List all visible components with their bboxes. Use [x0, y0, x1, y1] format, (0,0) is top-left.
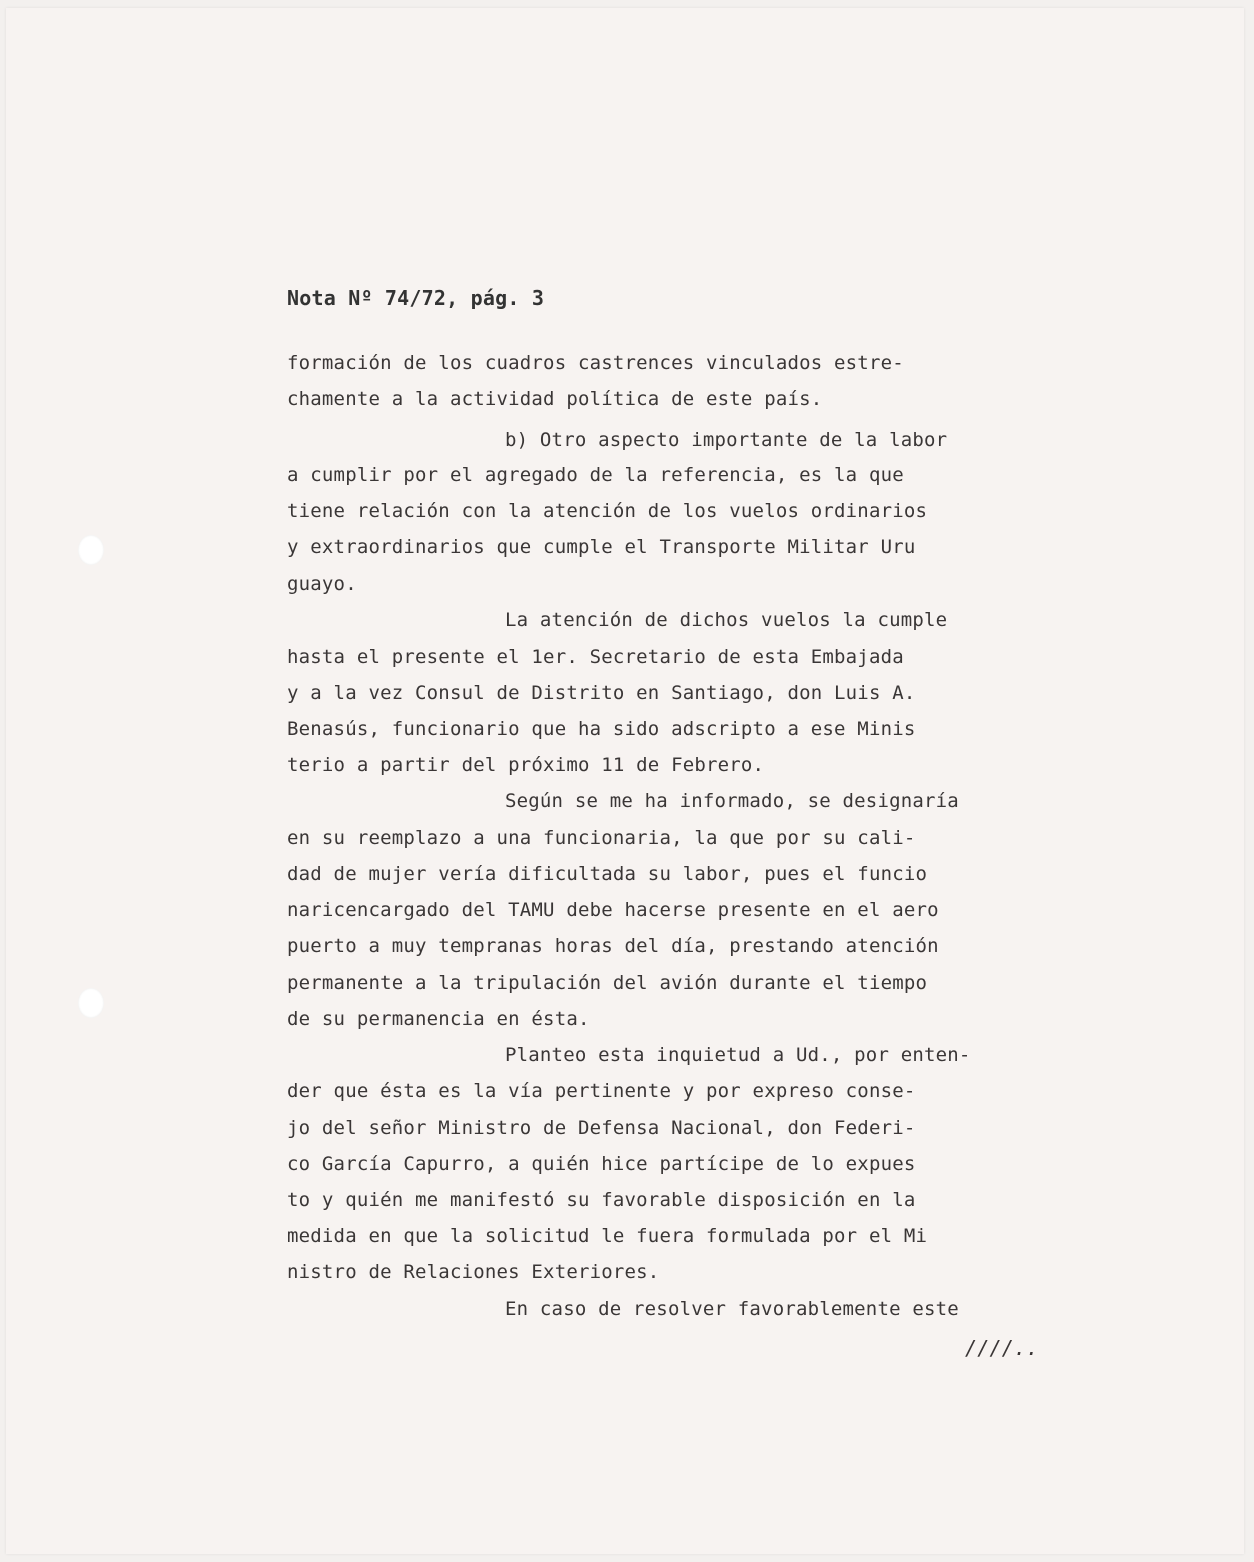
text-line: hasta el presente el 1er. Secretario de esta Embajada	[287, 646, 904, 668]
text-line: formación de los cuadros castrences vinculados estre-	[287, 352, 904, 374]
text-line: nistro de Relaciones Exteriores.	[287, 1261, 660, 1283]
text-line: y extraordinarios que cumple el Transporte Militar Uru	[287, 536, 916, 558]
text-line: La atención de dichos vuelos la cumple	[505, 609, 948, 631]
punch-hole	[78, 535, 104, 565]
text-line: medida en que la solicitud le fuera formulada por el Mi	[287, 1225, 928, 1247]
text-line: naricencargado del TAMU debe hacerse presente en el aero	[287, 899, 939, 921]
text-line: de su permanencia en ésta.	[287, 1008, 590, 1030]
text-line: Según se me ha informado, se designaría	[505, 790, 959, 812]
text-line: der que ésta es la vía pertinente y por expreso conse-	[287, 1080, 916, 1102]
text-line: Benasús, funcionario que ha sido adscripto a ese Minis	[287, 718, 916, 740]
text-line: permanente a la tripulación del avión durante el tiempo	[287, 972, 928, 994]
text-line: En caso de resolver favorablemente este	[505, 1298, 959, 1320]
text-line: a cumplir por el agregado de la referencia, es la que	[287, 464, 904, 486]
page-heading: Nota Nº 74/72, pág. 3	[287, 286, 545, 310]
text-line: puerto a muy tempranas horas del día, prestando atención	[287, 935, 939, 957]
text-line: terio a partir del próximo 11 de Febrero.	[287, 754, 765, 776]
text-line: co García Capurro, a quién hice partícipe de lo expues	[287, 1153, 916, 1175]
text-line: chamente a la actividad política de este país.	[287, 388, 823, 410]
text-line: jo del señor Ministro de Defensa Nacional, don Federi-	[287, 1117, 916, 1139]
text-line: guayo.	[287, 573, 357, 595]
text-line: dad de mujer vería dificultada su labor, pues el funcio	[287, 863, 928, 885]
document-page	[6, 8, 1244, 1554]
text-line: Planteo esta inquietud a Ud., por enten-	[505, 1044, 971, 1066]
text-line: y a la vez Consul de Distrito en Santiago, don Luis A.	[287, 682, 916, 704]
continuation-mark: ////..	[965, 1336, 1039, 1360]
text-line: en su reemplazo a una funcionaria, la que por su cali-	[287, 827, 916, 849]
text-line: tiene relación con la atención de los vuelos ordinarios	[287, 500, 928, 522]
text-line: b) Otro aspecto importante de la labor	[505, 429, 948, 451]
text-line: to y quién me manifestó su favorable disposición en la	[287, 1189, 916, 1211]
punch-hole	[78, 988, 104, 1018]
